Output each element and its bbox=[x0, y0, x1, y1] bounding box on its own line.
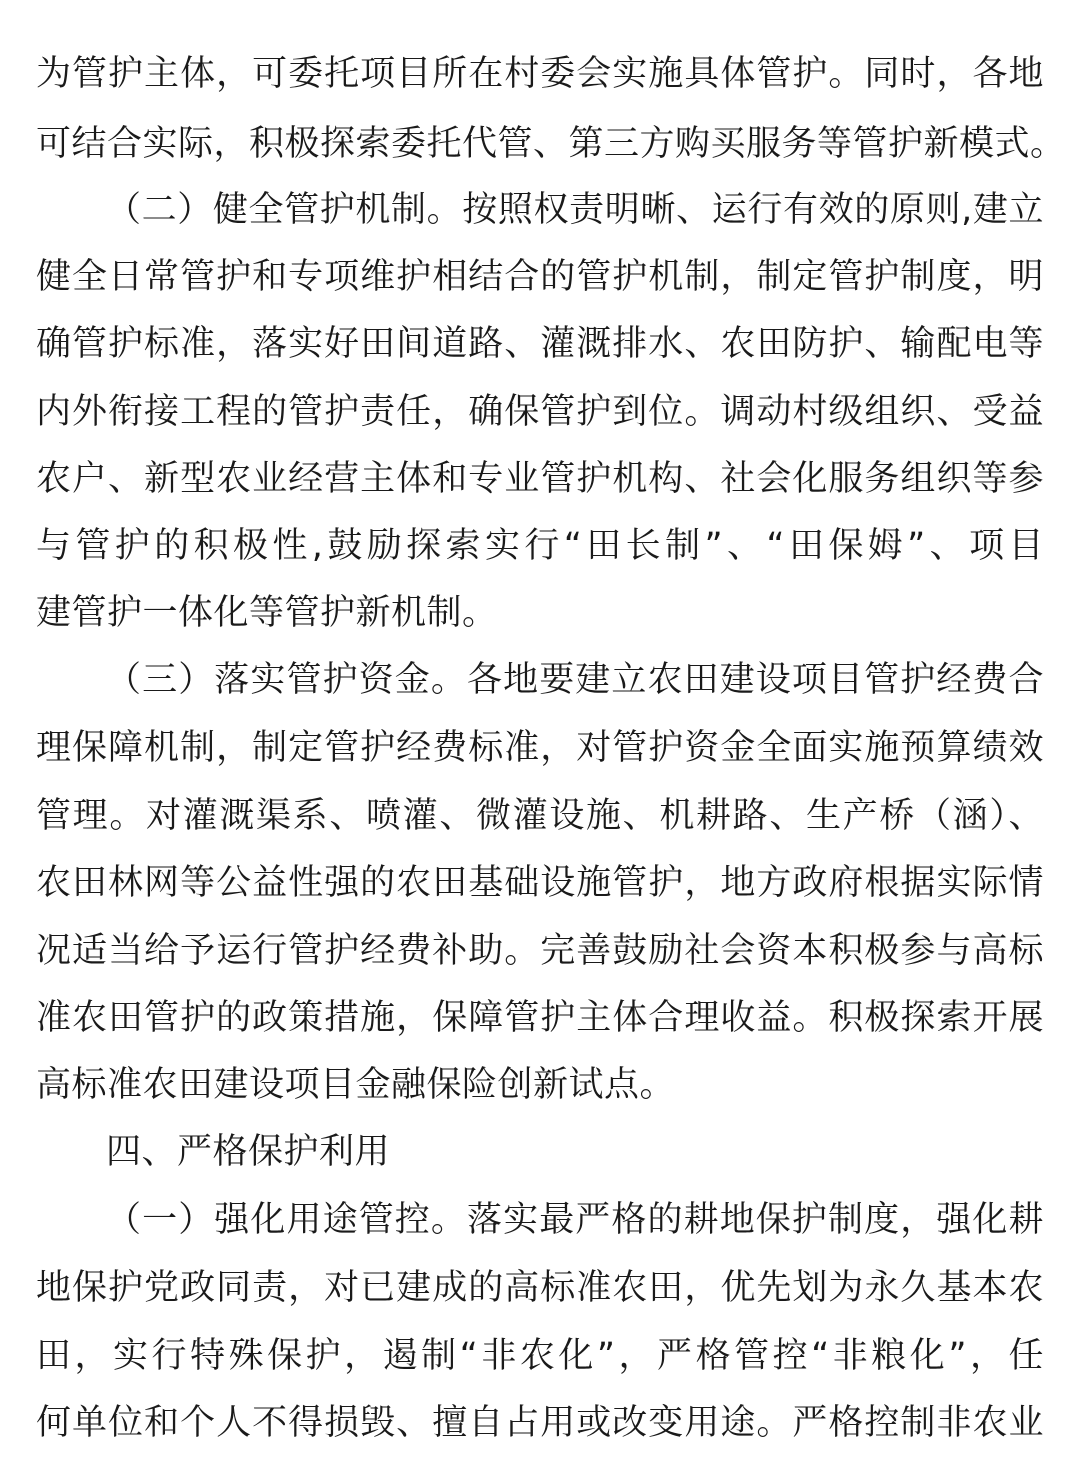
text-line-4: 健全日常管护和专项维护相结合的管护机制，制定管护制度，明 bbox=[36, 257, 1044, 297]
text-line-14: 况适当给予运行管护经费补助。完善鼓励社会资本积极参与高标 bbox=[36, 931, 1044, 971]
text-line-15: 准农田管护的政策措施，保障管护主体合理收益。积极探索开展 bbox=[36, 998, 1044, 1038]
text-line-19: 地保护党政同责，对已建成的高标准农田，优先划为永久基本农 bbox=[36, 1268, 1044, 1308]
text-line-1: 为管护主体，可委托项目所在村委会实施具体管护。同时，各地 bbox=[36, 54, 1044, 94]
text-line-21: 何单位和个人不得损毁、擅自占用或改变用途。严格控制非农业 bbox=[36, 1403, 1044, 1443]
text-line-3: （二）健全管护机制。按照权责明晰、运行有效的原则,建立 bbox=[106, 190, 1044, 230]
text-line-18: （一）强化用途管控。落实最严格的耕地保护制度，强化耕 bbox=[106, 1200, 1044, 1240]
text-line-20: 田，实行特殊保护，遏制“非农化”，严格管控“非粮化”，任 bbox=[36, 1336, 1044, 1376]
section-heading: 四、严格保护利用 bbox=[106, 1132, 391, 1172]
text-line-16: 高标准农田建设项目金融保险创新试点。 bbox=[36, 1065, 676, 1105]
text-line-7: 农户、新型农业经营主体和专业管护机构、社会化服务组织等参 bbox=[36, 459, 1044, 499]
text-line-11: 理保障机制，制定管护经费标准，对管护资金全面实施预算绩效 bbox=[36, 728, 1044, 768]
text-line-12: 管理。对灌溉渠系、喷灌、微灌设施、机耕路、生产桥（涵）、 bbox=[36, 796, 1044, 836]
text-line-10: （三）落实管护资金。各地要建立农田建设项目管护经费合 bbox=[106, 660, 1044, 700]
text-line-9: 建管护一体化等管护新机制。 bbox=[36, 593, 498, 633]
text-line-5: 确管护标准，落实好田间道路、灌溉排水、农田防护、输配电等 bbox=[36, 324, 1044, 364]
text-line-6: 内外衔接工程的管护责任，确保管护到位。调动村级组织、受益 bbox=[36, 392, 1044, 432]
text-line-2: 可结合实际，积极探索委托代管、第三方购买服务等管护新模式。 bbox=[36, 124, 1066, 164]
text-line-8: 与管护的积极性,鼓励探索实行“田长制”、“田保姆”、项目 bbox=[36, 526, 1044, 566]
text-line-13: 农田林网等公益性强的农田基础设施管护，地方政府根据实际情 bbox=[36, 863, 1044, 903]
